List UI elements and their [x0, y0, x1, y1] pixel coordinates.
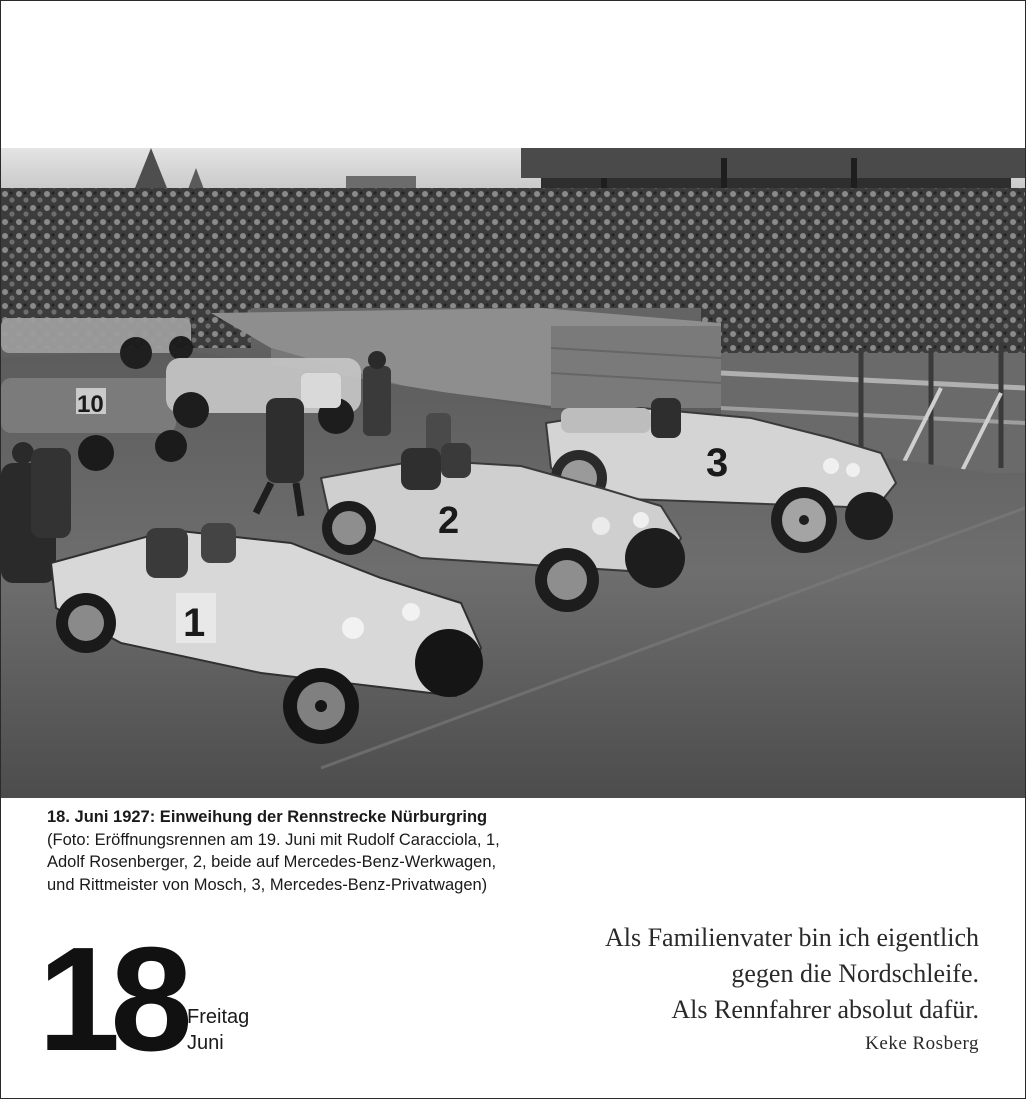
svg-text:10: 10 — [77, 391, 104, 418]
caption-line: Adolf Rosenberger, 2, beide auf Mercedes-Benz-Werkwagen, — [47, 853, 497, 871]
svg-text:2: 2 — [438, 500, 460, 542]
quote-author: Keke Rosberg — [865, 1033, 979, 1054]
photo-caption — [47, 806, 607, 896]
day-number: 18 — [38, 917, 183, 1082]
quote — [459, 920, 979, 1028]
caption-title: 18. Juni 1927: Einweihung der Rennstrecke Nürburgring — [47, 808, 488, 826]
caption-line: und Rittmeister von Mosch, 3, Mercedes-Benz-Privatwagen) — [47, 875, 488, 894]
quote-line: Als Familienvater bin ich eigentlich — [604, 923, 979, 952]
weekday-label: Freitag — [187, 1006, 250, 1028]
svg-text:3: 3 — [706, 441, 729, 485]
month-label: Juni — [187, 1032, 224, 1054]
quote-line: Als Rennfahrer absolut dafür. — [671, 995, 979, 1024]
quote-line: gegen die Nordschleife. — [731, 959, 979, 988]
svg-text:1: 1 — [183, 601, 206, 645]
race-car-10 — [77, 391, 104, 418]
race-start-photo — [1, 148, 1025, 798]
caption-line: (Foto: Eröffnungsrennen am 19. Juni mit Rudolf Caracciola, 1, — [47, 830, 500, 849]
